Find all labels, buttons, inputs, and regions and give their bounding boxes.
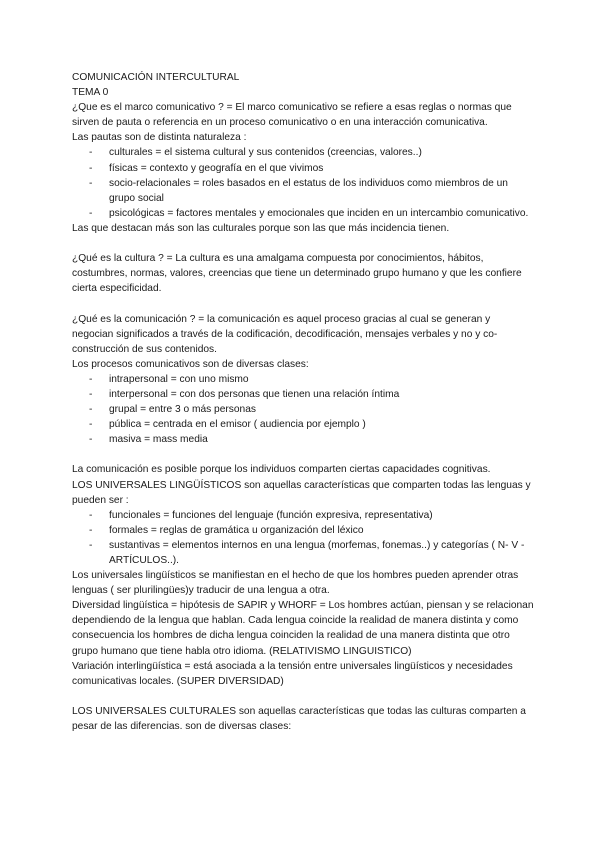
pautas-list: [72, 145, 534, 220]
list-item: - interpersonal = con dos personas que tienen una relación íntima: [72, 387, 534, 402]
list-item: - socio-relacionales = roles basados en el estatus de los individuos como miembros de un grupo social: [72, 176, 534, 206]
pautas-note: Las que destacan más son las culturales porque son las que más incidencia tienen.: [72, 222, 450, 234]
list-item: - culturales = el sistema cultural y sus contenidos (creencias, valores..): [72, 145, 534, 160]
paragraph-gap: [72, 296, 534, 311]
document-page: [72, 70, 534, 734]
variacion-interlinguistica: Variación interlingüística = está asociada a la tensión entre universales lingüísticos y necesidades comunicativas locales. (SUPER DIVERSIDAD): [72, 660, 513, 687]
procesos-list: [72, 372, 534, 447]
paragraph-gap: [72, 689, 534, 704]
list-item: - físicas = contexto y geografía en el que vivimos: [72, 161, 534, 176]
capacidades-intro: La comunicación es posible porque los individuos comparten ciertas capacidades cognitivas.: [72, 464, 491, 476]
list-item: - intrapersonal = con uno mismo: [72, 372, 534, 387]
universales-culturales: LOS UNIVERSALES CULTURALES son aquellas características que todas las culturas comparten a pesar de las diferencias. son de diversas clases:: [72, 705, 526, 733]
list-item: - masiva = mass media: [72, 432, 534, 447]
list-item: - sustantivas = elementos internos en una lengua (morfemas, fonemas..) y categorías ( N- V - ARTÍCULOS..).: [72, 538, 534, 568]
paragraph-gap: [72, 447, 534, 462]
pautas-intro: Las pautas son de distinta naturaleza :: [72, 132, 247, 144]
list-item: - grupal = entre 3 o más personas: [72, 402, 534, 417]
universales-manifest: Los universales lingüísticos se manifiestan en el hecho de que los hombres pueden aprender otras lenguas ( ser plurilingües)y traducir de una lengua a otra.: [72, 570, 519, 597]
paragraph-gap: [72, 236, 534, 251]
universales-list: [72, 508, 534, 568]
document-title: COMUNICACIÓN INTERCULTURAL: [72, 72, 240, 83]
list-item: - formales = reglas de gramática u organización del léxico: [72, 523, 534, 538]
topic-label: TEMA 0: [72, 87, 109, 99]
diversidad-linguistica: Diversidad lingüística = hipótesis de SAPIR y WHORF = Los hombres actúan, piensan y se relacionan dependiendo de la lengua que hablan. Cada lengua coincide la realidad de manera distinta y como consecuencia los hombres de dicha lengua coinciden la realidad de una manera distinta que otro grupo humano que tiene habla otro idioma. (RELATIVISMO LINGUISTICO): [72, 600, 534, 657]
comunicacion-question: ¿Qué es la comunicación ? = la comunicación es aquel proceso gracias al cual se generan y negocian significados a través de la codificación, decodificación, mensajes verbales y no y co-construcción de sus contenidos.: [72, 313, 498, 355]
marco-comunicativo-question: ¿Que es el marco comunicativo ? = El marco comunicativo se refiere a esas reglas o normas que sirven de pauta o referencia en un proceso comunicativo o en una interacción comunicativa.: [72, 102, 512, 129]
universales-linguisticos: LOS UNIVERSALES LINGÜÍSTICOS son aquellas características que comparten todas las lenguas y pueden ser :: [72, 479, 531, 506]
list-item: - psicológicas = factores mentales y emocionales que inciden en un intercambio comunicativo.: [72, 206, 534, 221]
cultura-question: ¿Qué es la cultura ? = La cultura es una amalgama compuesta por conocimientos, hábitos, costumbres, normas, valores, creencias que tiene un determinado grupo humano y que les confiere cierta especificidad.: [72, 253, 522, 295]
list-item: - pública = centrada en el emisor ( audiencia por ejemplo ): [72, 417, 534, 432]
list-item: - funcionales = funciones del lenguaje (función expresiva, representativa): [72, 508, 534, 523]
procesos-intro: Los procesos comunicativos son de diversas clases:: [72, 358, 309, 370]
